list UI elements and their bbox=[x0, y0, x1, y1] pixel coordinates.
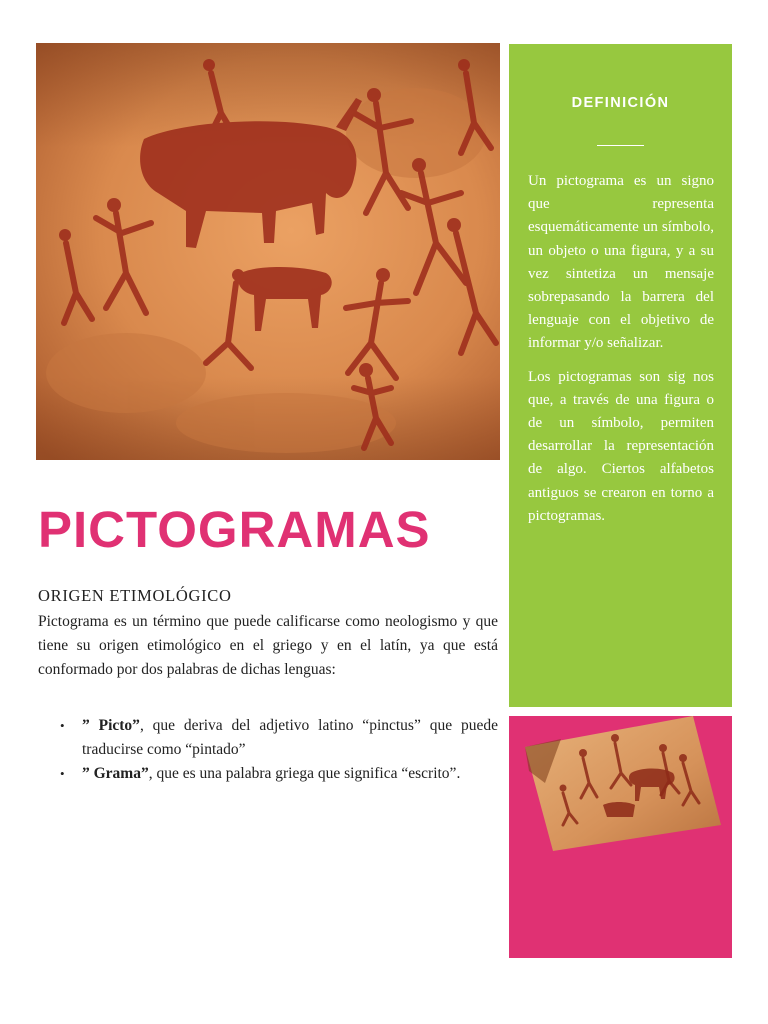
list-item bbox=[38, 762, 498, 786]
term-description: , que es una palabra griega que significa “escrito”. bbox=[148, 765, 461, 782]
term-picto: ” Picto” bbox=[82, 717, 140, 734]
cave-painting-image bbox=[36, 43, 500, 460]
cave-painting-illustration bbox=[36, 43, 500, 460]
rock-art-photo bbox=[523, 713, 721, 851]
etymology-list bbox=[38, 714, 498, 786]
origin-body: Pictograma es un término que puede calificarse como neologismo y que tiene su origen etimológico en el griego y en el latín, ya que está conformado por dos palabras de dichas lenguas: bbox=[38, 613, 498, 678]
definition-body bbox=[528, 170, 714, 528]
definition-panel bbox=[509, 44, 732, 707]
bullet-icon: • bbox=[60, 718, 65, 733]
term-grama: ” Grama” bbox=[82, 765, 149, 782]
page-title: PICTOGRAMAS bbox=[38, 501, 431, 558]
term-description: , que deriva del adjetivo latino “pinctus” que puede traducirse como “pintado” bbox=[82, 717, 498, 758]
bullet-icon: • bbox=[60, 766, 65, 781]
rock-art-photo-illustration bbox=[523, 713, 721, 851]
definition-paragraph: Los pictogramas son sig nos que, a través de una figura o de un símbolo, permiten desarrollar la representación de algo. Ciertos alfabetos antiguos se crearon en torno a pictogramas. bbox=[528, 368, 714, 524]
definition-paragraph: Un pictograma es un signo que representa esquemáticamente un símbolo, un objeto o una figura, y a su vez sintetiza un mensaje sobrepasando la barrera del lenguaje con el objetivo de informar y/o señalizar. bbox=[528, 173, 714, 352]
heading-divider bbox=[597, 145, 644, 146]
origin-heading: ORIGEN ETIMOLÓGICO bbox=[38, 586, 232, 605]
list-item bbox=[38, 714, 498, 762]
definition-heading: DEFINICIÓN bbox=[571, 95, 670, 111]
